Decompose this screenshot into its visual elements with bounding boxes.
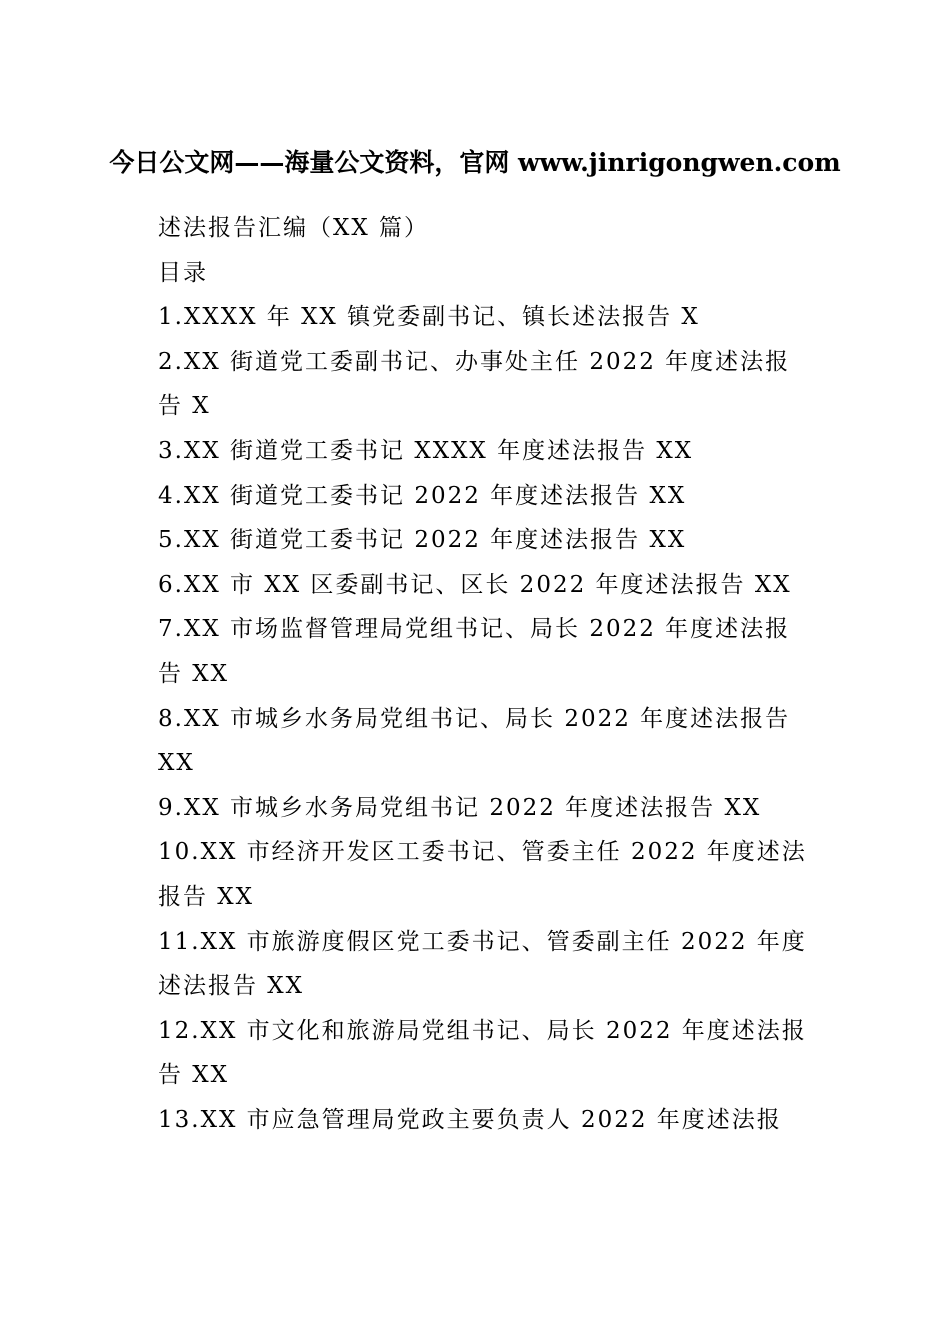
toc-line: 13.XX 市应急管理局党政主要负责人 2022 年度述法报 xyxy=(158,1106,782,1133)
toc-line: 6.XX 市 XX 区委副书记、区长 2022 年度述法报告 XX xyxy=(158,571,792,598)
toc-line: 5.XX 街道党工委书记 2022 年度述法报告 XX xyxy=(158,527,687,554)
toc-line: 1.XXXX 年 XX 镇党委副书记、镇长述法报告 X xyxy=(158,304,700,331)
toc-line: 3.XX 街道党工委书记 XXXX 年度述法报告 XX xyxy=(158,437,694,464)
toc-line: 12.XX 市文化和旅游局党组书记、局长 2022 年度述法报 xyxy=(158,1017,807,1044)
document-body xyxy=(158,206,807,1142)
toc-heading: 目录 xyxy=(158,259,208,286)
toc-line: 7.XX 市场监督管理局党组书记、局长 2022 年度述法报 xyxy=(158,616,791,643)
toc-line: 9.XX 市城乡水务局党组书记 2022 年度述法报告 XX xyxy=(158,794,762,821)
document-title: 述法报告汇编（XX 篇） xyxy=(158,215,430,241)
toc-line: 告 XX xyxy=(158,1062,230,1089)
toc-line: 告 X xyxy=(158,393,211,420)
site-header-banner: 今日公文网——海量公文资料，官网 www.jinrigongwen.com xyxy=(109,148,841,177)
toc-line: XX xyxy=(158,750,195,777)
toc-line: 报告 XX xyxy=(158,883,255,910)
toc-line: 10.XX 市经济开发区工委书记、管委主任 2022 年度述法 xyxy=(158,839,807,866)
toc-line: 4.XX 街道党工委书记 2022 年度述法报告 XX xyxy=(158,482,687,509)
toc-line: 11.XX 市旅游度假区党工委书记、管委副主任 2022 年度 xyxy=(158,928,807,955)
toc-line: 8.XX 市城乡水务局党组书记、局长 2022 年度述法报告 xyxy=(158,705,791,732)
toc-line: 述法报告 XX xyxy=(158,973,305,1000)
toc-line: 2.XX 街道党工委副书记、办事处主任 2022 年度述法报 xyxy=(158,348,791,375)
toc-line: 告 XX xyxy=(158,660,230,687)
